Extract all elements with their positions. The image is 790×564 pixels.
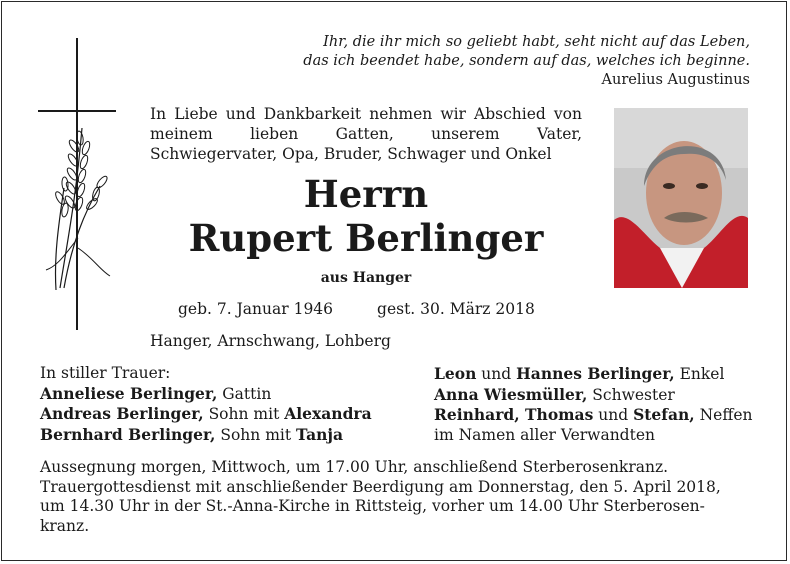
salutation: Herrn	[303, 172, 429, 216]
quote-line: das ich beendet habe, sondern auf das, welches ich beginne.	[303, 53, 750, 69]
mourner-name: Stefan,	[633, 405, 695, 424]
mourner-name: Leon	[434, 364, 477, 383]
deceased-origin: aus Hanger	[320, 270, 412, 286]
service-line: Aussegnung morgen, Mittwoch, um 17.00 Uhr, anschließend Sterberosenkranz.	[40, 458, 669, 476]
mourners-relatives	[434, 364, 753, 445]
quote-line: Ihr, die ihr mich so geliebt habt, seht nicht auf das Leben,	[323, 34, 750, 50]
intro-text: In Liebe und Dankbarkeit nehmen wir Abschied von meinem lieben Gatten, unserem Vater, Schwiegervater, Opa, Bruder, Schwager und Onkel	[150, 105, 582, 163]
mourner-line: im Namen aller Verwandten	[434, 425, 655, 444]
mourner-name: Andreas Berlinger,	[40, 404, 204, 423]
quote-author: Aurelius Augustinus	[601, 72, 750, 88]
mourners-heading: In stiller Trauer:	[40, 364, 171, 382]
mourner-name: Anneliese Berlinger,	[40, 383, 218, 403]
cross-with-wheat-icon	[38, 38, 118, 330]
mourner-line	[40, 384, 372, 405]
mourner-relation: Gattin	[217, 384, 272, 403]
service-details	[40, 458, 748, 536]
mourner-name: Reinhard, Thomas	[434, 405, 594, 424]
mourner-line	[434, 405, 753, 426]
mourner-line	[40, 425, 372, 446]
service-line: um 14.30 Uhr in der St.-Anna-Kirche in Rittsteig, vorher um 14.00 Uhr Sterberosen-	[40, 497, 705, 515]
birth-date: geb. 7. Januar 1946	[178, 300, 334, 318]
mourner-relation: Enkel	[674, 365, 725, 383]
service-line: Trauergottesdienst mit anschließender Beerdigung am Donnerstag, den 5. April 2018,	[40, 477, 721, 496]
epitaph-quote	[303, 33, 750, 90]
service-line: kranz.	[40, 516, 90, 535]
mourner-relation: Neffen	[694, 406, 753, 424]
mourner-relation: Sohn mit	[215, 425, 297, 444]
death-date: gest. 30. März 2018	[377, 300, 535, 318]
connector-text: und	[476, 365, 517, 383]
mourner-partner: Alexandra	[284, 404, 372, 423]
mourner-name: Anna Wiesmüller,	[434, 384, 588, 404]
mourner-relation: Schwester	[587, 385, 675, 404]
mourners-family	[40, 364, 372, 445]
life-dates	[178, 300, 535, 318]
places: Hanger, Arnschwang, Lohberg	[150, 332, 391, 350]
mourner-partner: Tanja	[296, 424, 344, 444]
deceased-name: Rupert Berlinger	[188, 216, 544, 260]
mourner-line	[40, 404, 372, 425]
connector-text: und	[593, 406, 634, 424]
mourner-line	[434, 364, 753, 385]
mourner-name: Bernhard Berlinger,	[40, 424, 216, 444]
mourner-relation: Sohn mit	[203, 405, 285, 423]
mourner-line	[434, 385, 753, 406]
portrait-photo	[614, 108, 748, 288]
mourner-name: Hannes Berlinger,	[516, 364, 675, 383]
